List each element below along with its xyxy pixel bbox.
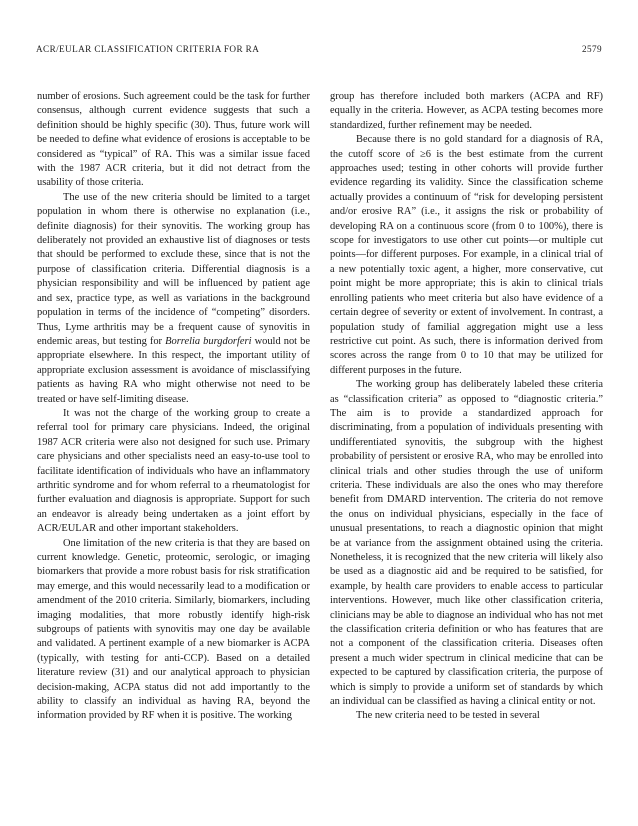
paragraph: group has therefore included both markers (ACPA and RF) equally in the criteria. However, as ACPA testing becomes more standardized, further refinement may be needed. [330, 91, 603, 131]
running-header [36, 44, 602, 58]
right-column [330, 90, 603, 724]
paragraph: One limitation of the new criteria is that they are based on current knowledge. Genetic, proteomic, serologic, or imaging biomarkers that provide a more robust basis for risk stratification may emerge, and this would necessarily lead to a modification or amendment of the 2010 criteria. Similarly, biomarkers, including imaging modalities, that more robustly identify high-risk subgroups of patients with synovitis may one day be available and validated. A pertinent example of a new biomarker is ACPA (typically, with testing for anti-CCP). Based on a detailed literature review (31) and our analytical approach to physician decision-making, ACPA status did not add importantly to the ability to classify an individual as having RA, beyond the information provided by RF when it is positive. The working [37, 537, 310, 722]
species-name: Borrelia burgdorferi [165, 335, 252, 347]
paragraph: The new criteria need to be tested in several [356, 710, 540, 722]
paragraph: number of erosions. Such agreement could be the task for further consensus, although current evidence suggests that such a definition should be highly specific (30). Thus, future work will be needed to define what evidence of erosions is acceptable to be considered as “typical” of RA. This was a similar issue faced with the 1987 ACR criteria, but it did not detract from the usability of those criteria. [37, 91, 310, 189]
paragraph: Because there is no gold standard for a diagnosis of RA, the cutoff score of ≥6 is the best estimate from the current approaches used; testing in other cohorts will provide further evidence regarding its validity. Since the classification scheme actually provides a continuum of “risk for developing persistent and/or erosive RA” (i.e., it assigns the risk or probability of developing RA on a continuous score (from 0 to 100%), there is scope for investigators to use other cut points—or multiple cut points—for different purposes. For example, in a clinical trial of a new potentially toxic agent, a higher, more conservative, cut point might be more appropriate; this is akin to clinical trials enrolling patients who meet criteria but also have evidence of a certain degree of severity or extent of involvement. In contrast, a population study of familial aggregation might use a less restrictive cut point. As such, there is information derived from scores across the range from 0 to 10 that may be utilized for different purposes in the future. [330, 134, 603, 376]
paragraph: The use of the new criteria should be limited to a target population in whom there is otherwise no explanation (i.e., definite diagnosis) for their synovitis. The working group has deliberately not provided an exhaustive list of diagnoses or tests that should be performed to exclude these, since that is not the purpose of classification criteria. Differential diagnosis is a physician responsibility and will be influenced by patient age and sex, practice type, as well as variations in the background population in terms of the incidence of “competing” disorders. Thus, Lyme arthritis may be a frequent cause of synovitis in endemic areas, but testing for Borrelia burgdorferi would not be appropriate elsewhere. In this respect, the important utility of appropriate exclusion assessment is avoidance of misclassifying patients as having RA who might otherwise not need to be treated or have self-limiting disease. [37, 191, 310, 405]
running-title: ACR/EULAR CLASSIFICATION CRITERIA FOR RA [36, 44, 260, 54]
paragraph: The working group has deliberately labeled these criteria as “classification criteria” as opposed to “diagnostic criteria.” The aim is to provide a standardized approach for discriminating, from a population of individuals presenting with undifferentiated synovitis, the subgroup with the highest probability of persistent or erosive RA, who may be enrolled into clinical trials and other studies through the use of uniform criteria. These individuals are also the ones who may therefore benefit from DMARD intervention. The criteria do not remove the onus on individual physicians, especially in the face of unusual presentations, to reach a diagnostic opinion that might be at variance from the assignment obtained using the criteria. Nonetheless, it is recognized that the new criteria will likely also be used as a diagnostic aid and be required to be satisfied, for example, by health care providers to enable access to particular interventions. However, much like other classification criteria, clinicians may be able to diagnose an individual who has not met the classification criteria definition or who has features that are not a component of the classification criteria. Diseases often present a much wider spectrum in clinical medicine that can be expected to be captured by classification criteria, the purpose of which is simply to provide a uniform set of standards by which an individual can be classified as having a clinical entity or not. [330, 379, 603, 708]
page-number: 2579 [582, 44, 602, 54]
paragraph: It was not the charge of the working group to create a referral tool for primary care physicians. Indeed, the original 1987 ACR criteria were also not designed for such use. Primary care physicians and other specialists need an easy-to-use tool to facilitate identification of individuals who have an inflammatory arthritic syndrome and for whom referral to a rheumatologist for further evaluation and diagnosis is appropriate. Support for such an endeavor is already being undertaken as a joint effort by ACR/EULAR and other important stakeholders. [37, 407, 310, 535]
left-column [37, 90, 310, 724]
